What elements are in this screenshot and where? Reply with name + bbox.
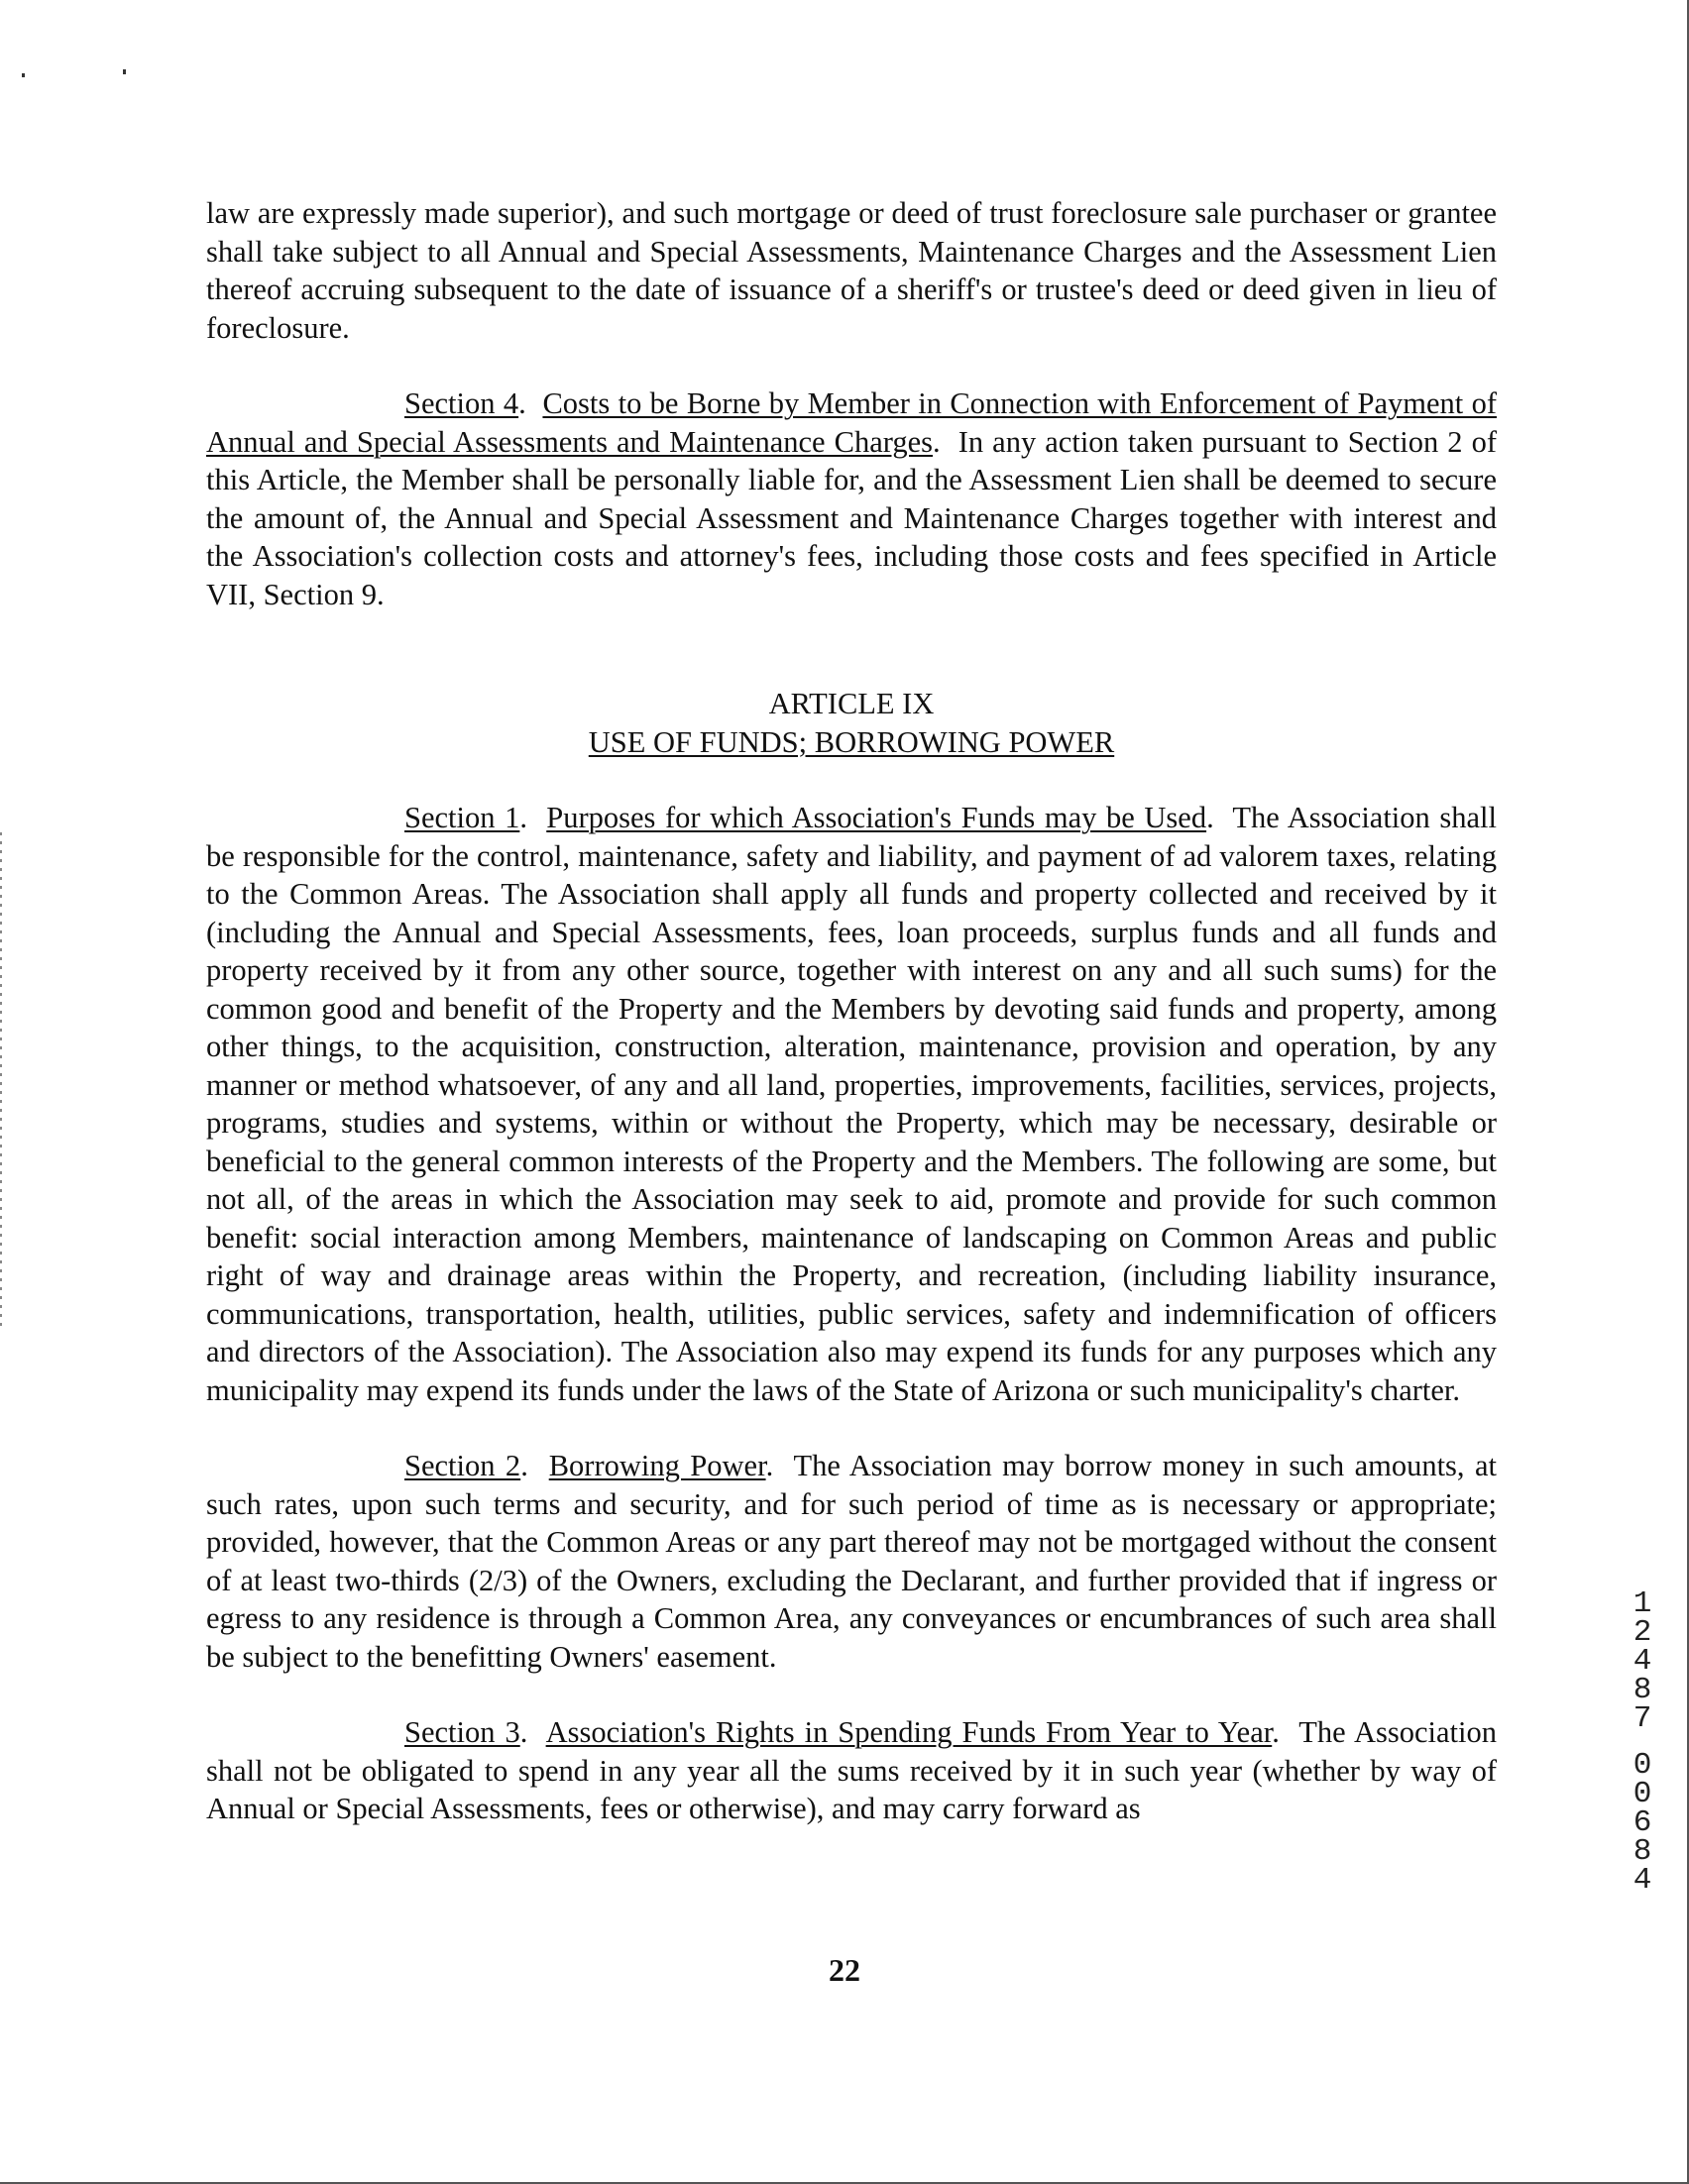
- scan-left-edge: [0, 832, 2, 1328]
- section-1-paragraph: Section 1. Purposes for which Association's Funds may be Used. The Association shall be responsible for the control, maintenance, safety and liability, and payment of ad valorem taxes, relating to the Common Areas. The Association shall apply all funds and property collected and received by it (including the Annual and Special Assessments, fees, loan proceeds, surplus funds and all funds and property received by it from any other source, together with interest on any and all such sums) for the common good and benefit of the Property and the Members by devoting said funds and property, among other things, to the acquisition, construction, alteration, maintenance, provision and operation, by any manner or method whatsoever, of any and all land, properties, improvements, facilities, services, projects, programs, studies and systems, within or without the Property, which may be necessary, desirable or beneficial to the general common interests of the Property and the Members. The following are some, but not all, of the areas in which the Association may seek to aid, promote and provide for such common benefit: social interaction among Members, maintenance of landscaping on Common Areas and public right of way and drainage areas within the Property, and recreation, (including liability insurance, communications, transportation, health, utilities, public services, safety and indemnification of officers and directors of the Association). The Association also may expend its funds for any purposes which any municipality may expend its funds under the laws of the State of Arizona or such municipality's charter.: [206, 801, 1497, 1407]
- document-recording-number: [1626, 1586, 1659, 1898]
- scan-speck: [22, 73, 25, 77]
- article-heading-block: [206, 685, 1497, 761]
- section-4-title: Costs to be Borne by Member in Connection with Enforcement of Payment of Annual and Special Assessments and Maintenance Charges: [206, 386, 1497, 459]
- section-4-label: Section 4: [404, 386, 519, 420]
- spacer: [206, 1409, 1497, 1447]
- recording-number-top: 12487: [1633, 1586, 1652, 1736]
- section-4-paragraph: Section 4. Costs to be Borne by Member in Connection with Enforcement of Payment of Annual and Special Assessments and Maintenance Charges. In any action taken pursuant to Section 2 of this Article, the Member shall be personally liable for, and the Assessment Lien shall be deemed to secure the amount of, the Annual and Special Assessment and Maintenance Charges together with interest and the Association's collection costs and attorney's fees, including those costs and fees specified in Article VII, Section 9.: [206, 386, 1498, 611]
- recording-number-bottom: 00684: [1633, 1748, 1652, 1898]
- spacer: [206, 761, 1497, 799]
- section-3-paragraph: Section 3. Association's Rights in Spending Funds From Year to Year. The Association shall not be obligated to spend in any year all the sums received by it in such year (whether by way of Annual or Special Assessments, fees or otherwise), and may carry forward as: [206, 1715, 1497, 1825]
- spacer: [206, 1676, 1497, 1713]
- document-body: [206, 194, 1497, 1828]
- section-2-label: Section 2: [404, 1449, 521, 1482]
- spacer: [206, 613, 1497, 685]
- section-2-paragraph: Section 2. Borrowing Power. The Association may borrow money in such amounts, at such rates, upon such terms and security, and for such period of time as is necessary or appropriate; provided, however, that the Common Areas or any part thereof may not be mortgaged without the consent of at least two-thirds (2/3) of the Owners, excluding the Declarant, and further provided that if ingress or egress to any residence is through a Common Area, any conveyances or encumbrances of such area shall be subject to the benefitting Owners' easement.: [206, 1449, 1498, 1674]
- section-3-title: Association's Rights in Spending Funds From Year to Year: [545, 1715, 1273, 1749]
- section-1-body: The Association shall be responsible for the control, maintenance, safety and liability, and payment of ad valorem taxes, relating to the Common Areas. The Association shall apply all funds and property collected and received by it (including the Annual and Special Assessments, fees, loan proceeds, surplus funds and all funds and property received by it from any other source, together with interest on any and all such sums) for the common good and benefit of the Property and the Members by devoting said funds and property, among other things, to the acquisition, construction, alteration, maintenance, provision and operation, by any manner or method whatsoever, of any and all land, properties, improvements, facilities, services, projects, programs, studies and systems, within or without the Property, which may be necessary, desirable or beneficial to the general common interests of the Property and the Members. The following are some, but not all, of the areas in which the Association may seek to aid, promote and provide for such common benefit: social interaction among Members, maintenance of landscaping on Common Areas and public right of way and drainage areas within the Property, and recreation, (including liability insurance, communications, transportation, health, utilities, public services, safety and indemnification of officers and directors of the Association). The Association also may expend its funds for any purposes which any municipality may expend its funds under the laws of the State of Arizona or such municipality's charter.: [206, 801, 1497, 1407]
- section-3-body: The Association shall not be obligated to spend in any year all the sums received by it in such year (whether by way of Annual or Special Assessments, fees or otherwise), and may carry forward as: [206, 1715, 1497, 1825]
- section-2-body: The Association may borrow money in such amounts, at such rates, upon such terms and security, and for such period of time as is necessary or appropriate; provided, however, that the Common Areas or any part thereof may not be mortgaged without the consent of at least two-thirds (2/3) of the Owners, excluding the Declarant, and further provided that if ingress or egress to any residence is through a Common Area, any conveyances or encumbrances of such area shall be subject to the benefitting Owners' easement.: [206, 1449, 1498, 1674]
- section-2-title: Borrowing Power: [548, 1449, 766, 1482]
- spacer: [206, 347, 1497, 384]
- section-1-label: Section 1: [404, 801, 520, 834]
- section-1-title: Purposes for which Association's Funds may be Used: [546, 801, 1207, 834]
- section-3-label: Section 3: [404, 1715, 520, 1749]
- article-subheading: USE OF FUNDS; BORROWING POWER: [588, 724, 1115, 759]
- scan-speck: [123, 69, 126, 74]
- continuation-paragraph: law are expressly made superior), and such mortgage or deed of trust foreclosure sale purchaser or grantee shall take subject to all Annual and Special Assessments, Maintenance Charges and the Assessment Lien thereof accruing subsequent to the date of issuance of a sheriff's or trustee's deed or deed given in lieu of foreclosure.: [206, 196, 1497, 345]
- article-heading: ARTICLE IX: [768, 687, 935, 720]
- page-number: 22: [829, 1952, 860, 1988]
- section-4-body: In any action taken pursuant to Section 2 of this Article, the Member shall be personally liable for, and the Assessment Lien shall be deemed to secure the amount of, the Annual and Special Assessment and Maintenance Charges together with interest and the Association's collection costs and attorney's fees, including those costs and fees specified in Article VII, Section 9.: [206, 424, 1498, 611]
